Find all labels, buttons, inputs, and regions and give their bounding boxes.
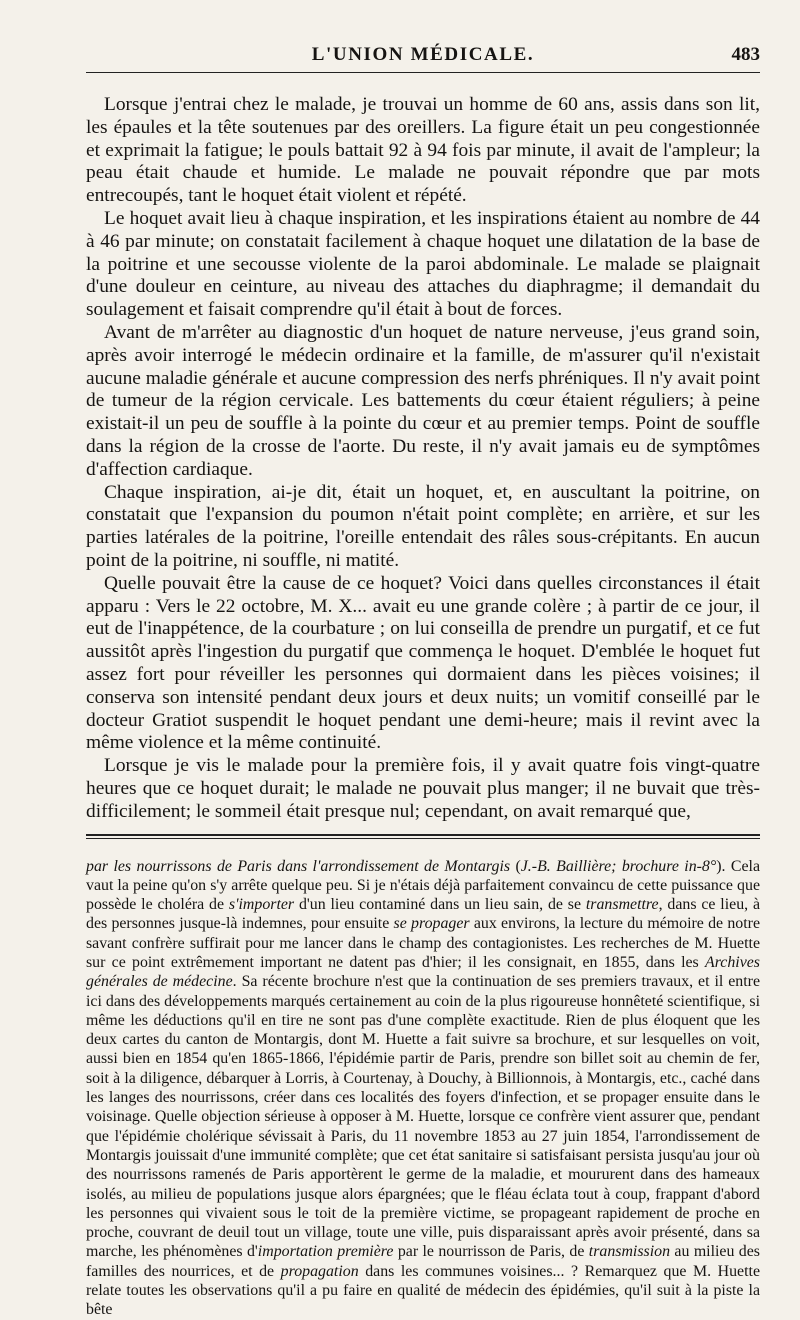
footnote-paragraph xyxy=(86,857,760,1320)
section-separator xyxy=(86,834,760,839)
running-title: L'UNION MÉDICALE. xyxy=(311,44,535,65)
footnote-text: aux environs, la lecture du mémoire de notre savant confrère suffirait pour me lancer dans le champ des contagionistes. Les recherches de M. Huette sur ce point extrêmement important ne datent pas d'hier; il les consignait, en 1855, dans les xyxy=(86,915,760,971)
footnote-text: dans les communes voisines... ? Remarquez que M. Huette relate toutes les observations qu'il a pu faire en qualité de médecin des épidémies, qu'il suit à la piste la bête xyxy=(86,1262,760,1319)
footnote-text: transmettre xyxy=(585,896,659,914)
footnote-text: ). Cela vaut la peine qu'on s'y arrête quelque peu. Si je n'étais déjà parfaitement convaincu de cette puissance que possède le choléra de xyxy=(86,857,761,914)
header-rule xyxy=(86,72,760,73)
paragraph: Quelle pouvait être la cause de ce hoquet? Voici dans quelles circonstances il était apparu : Vers le 22 octobre, M. X... avait eu une grande colère ; à partir de ce jour, il eut de l'inappétence, de la courbature ; on lui conseilla de prendre un purgatif, et ce fut aussitôt après l'ingestion du purgatif que commença le hoquet. D'emblée le hoquet fut assez fort pour réveiller les personnes qui dormaient dans les pièces voisines; il conserva son intensité pendant deux jours et deux nuits; un vomitif conseillé par le docteur Gratiot suspendit le hoquet pendant une demi-heure; mais il revint avec la même violence et la même continuité. xyxy=(86,572,760,754)
main-text xyxy=(86,94,760,824)
paragraph: Lorsque j'entrai chez le malade, je trouvai un homme de 60 ans, assis dans son lit, les épaules et la tête soutenues par des oreillers. La figure était un peu congestionnée et exprimait la fatigue; le pouls battait 92 à 94 fois par minute, il avait de l'ampleur; la peau était chaude et humide. Le malade ne pouvait répondre que par mots entrecoupés, tant le hoquet était violent et répété. xyxy=(86,94,760,207)
paragraph: Le hoquet avait lieu à chaque inspiration, et les inspirations étaient au nombre de 44 à 46 par minute; on constatait facilement à chaque hoquet une dilatation de la base de la poitrine et une secousse violente de la paroi abdominale. Le malade se plaignait d'une douleur en ceinture, au niveau des attaches du diaphragme; il demandait du soulagement et faisait comprendre qu'il était à bout de forces. xyxy=(86,207,760,321)
footnote-text: au milieu des familles des nourrices, et de xyxy=(86,1243,760,1280)
footnote-text: par les nourrissons de Paris dans l'arrondissement de Montargis xyxy=(86,857,511,875)
footnote-text: . Sa récente brochure n'est que la continuation de ses premiers travaux, et il entre ici dans des développements marqués certainement au coin de la plus rigoureuse honnêteté scientifique, si même les déductions qu'il en tire ne sont pas d'une complète exactitude. Rien de plus éloquent que les deux cartes du canton de Montargis, dont M. Huette a fait suivre sa brochure, et sur lesquelles on voit, aussi bien en 1854 qu'en 1865-1866, l'épidémie partir de Paris, prendre son billet soit au chemin de fer, soit à la diligence, débarquer à Lorris, à Courtenay, à Douchy, à Billionnois, à Montargis, etc., caché dans les langes des nourrissons, créer dans ces localités des foyers d'infection, et se propager ensuite dans le voisinage. Quelle objection sérieuse à opposer à M. Huette, lorsque ce confrère vient assurer que, pendant que l'épidémie cholérique sévissait à Paris, du 11 novembre 1853 au 27 juin 1854, l'arrondissement de Montargis jouissait d'une immunité complète; que cet état sanitaire si satisfaisant persista jusqu'au jour où des nourrissons ramenés de Paris apportèrent le germe de la maladie, et moururent dans des hameaux isolés, au milieu de populations jusque alors épargnées; que le fléau éclata tout à coup, frappant d'abord les personnes qui vivaient sous le toit de la première victime, se propageant rapidement de proche en proche, couvrant de deuil tout un village, toute une ville, puis disparaissant après avoir présenté, dans sa marche, les phénomènes d' xyxy=(86,973,760,1261)
footnote-section xyxy=(86,857,760,1320)
footnote-text: se propager xyxy=(393,915,470,933)
footnote-text: s'importer xyxy=(228,896,295,914)
footnote-text: ( xyxy=(510,857,521,875)
footnote-text: d'un lieu contaminé dans un lieu sain, de se xyxy=(294,896,586,914)
paragraph: Chaque inspiration, ai-je dit, était un hoquet, et, en auscultant la poitrine, on constatait que l'expansion du poumon n'était point complète; en arrière, et sur les parties latérales de la poitrine, l'oreille entendait des râles sous-crépitants. En aucun point de la poitrine, ni souffle, ni matité. xyxy=(86,481,760,571)
footnote-text: propagation xyxy=(280,1262,359,1280)
page xyxy=(86,40,761,1319)
paragraph: Lorsque je vis le malade pour la première fois, il y avait quatre fois vingt-quatre heures que ce hoquet durait; le malade ne pouvait plus manger; il ne buvait que très-difficilement; le sommeil était presque nul; cependant, on avait remarqué que, xyxy=(86,755,760,822)
footnote-text: importation première xyxy=(257,1243,394,1261)
page-number: 483 xyxy=(731,44,760,65)
footnote-text: Archives générales de médecine xyxy=(86,953,760,991)
page-header xyxy=(86,40,760,74)
footnote-text: par le nourrisson de Paris, de xyxy=(393,1243,589,1261)
footnote-text: J.-B. Baillière; brochure in-8° xyxy=(520,857,717,875)
paragraph: Avant de m'arrêter au diagnostic d'un hoquet de nature nerveuse, j'eus grand soin, après avoir interrogé le médecin ordinaire et la famille, de m'assurer qu'il n'existait aucune maladie générale et aucune compression des nerfs phréniques. Il n'y avait point de tumeur de la région cervicale. Les battements du cœur étaient réguliers; à peine existait-il un peu de souffle à la pointe du cœur et au premier temps. Point de souffle dans la région de la crosse de l'aorte. Du reste, il n'y avait jamais eu de symptômes d'affection cardiaque. xyxy=(86,321,760,480)
footnote-text: transmission xyxy=(588,1243,671,1261)
footnote-text: , dans ce lieu, à des personnes jusque-là indemnes, pour ensuite xyxy=(86,896,761,933)
